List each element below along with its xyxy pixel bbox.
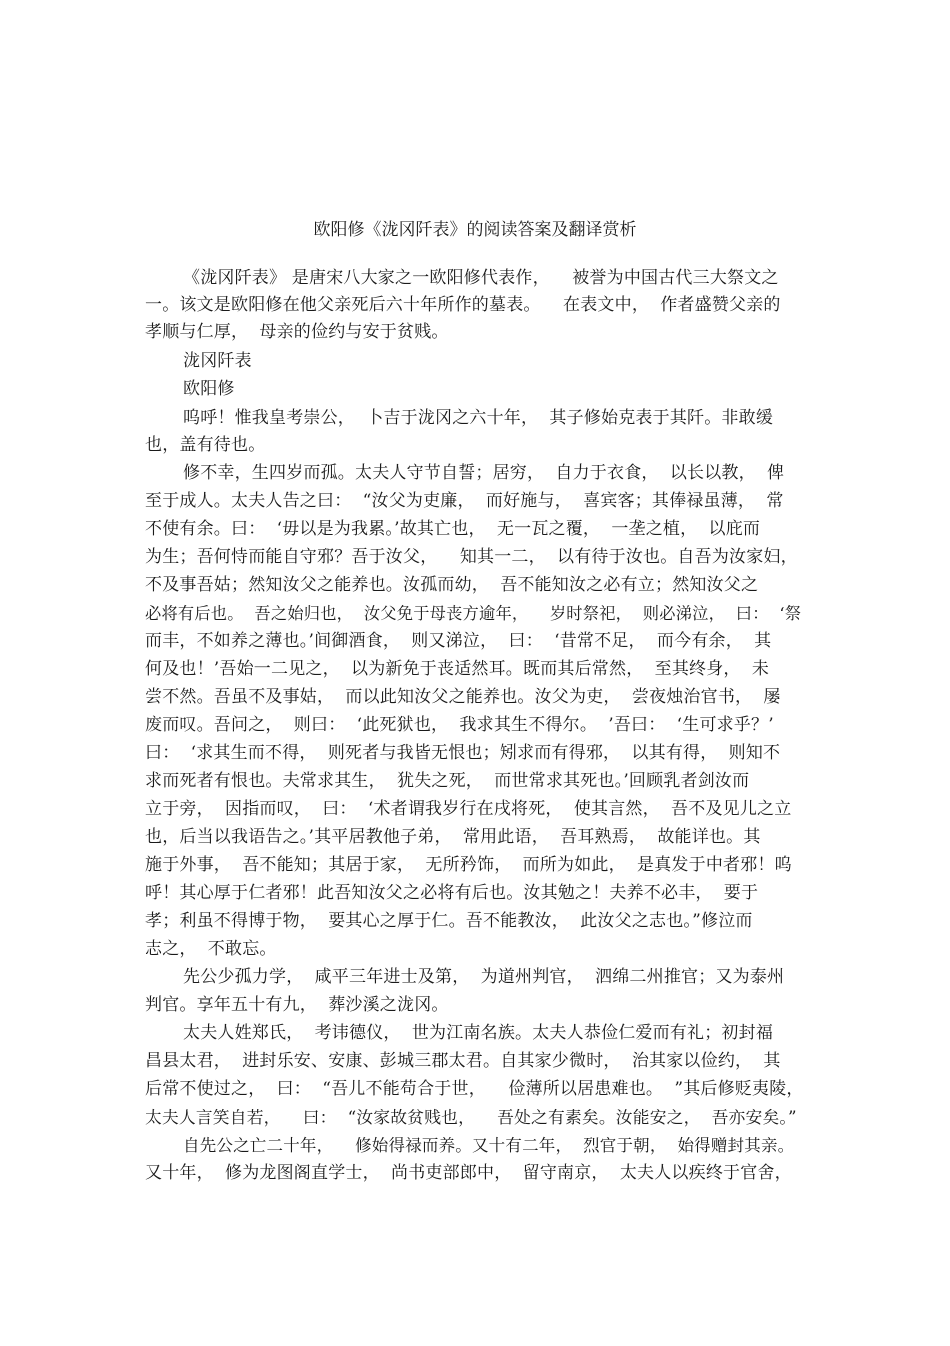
text-line: 至于成人。太夫人告之曰： “汝父为吏廉， 而好施与， 喜宾客；其俸禄虽薄， 常 [145,491,784,511]
text-line: 后常不使过之， 曰： “吾儿不能苟合于世， 俭薄所以居患难也。 ”其后修贬夷陵， [145,1079,804,1099]
text-line: 尝不然。吾虽不及事姑， 而以此知汝父之能养也。汝父为吏， 尝夜烛治官书， 屡 [145,687,781,707]
text-line: 呼！其心厚于仁者邪！此吾知汝父之必将有后也。汝其勉之！夫养不必丰， 要于 [145,883,759,903]
text-line: 也，盖有待也。 [145,435,266,455]
text-line: 先公少孤力学， 咸平三年进士及第， 为道州判官， 泗绵二州推官；又为泰州 [183,967,785,987]
text-line: 欧阳修 [183,379,235,399]
text-line: 泷冈阡表 [183,351,252,371]
text-line: 为生；吾何恃而能自守邪？吾于汝父， 知其一二， 以有待于汝也。自吾为汝家妇， [145,547,798,567]
text-line: 太夫人姓郑氏， 考讳德仪， 世为江南名族。太夫人恭俭仁爱而有礼；初封福 [183,1023,774,1043]
text-line: 求而死者有恨也。夫常求其生， 犹失之死， 而世常求其死也。’回顾乳者剑汝而 [145,771,750,791]
text-line: 志之， 不敢忘。 [145,939,277,959]
document-title: 欧阳修《泷冈阡表》的阅读答案及翻译赏析 [313,220,637,240]
text-line: 又十年， 修为龙图阁直学士， 尚书吏部郎中， 留守南京， 太夫人以疾终于官舍， [145,1163,792,1183]
text-line: 判官。享年五十有九， 葬沙溪之泷冈。 [145,995,449,1015]
text-line: 而丰，不如养之薄也。’间御酒食， 则又涕泣， 曰： ‘昔常不足， 而今有余， 其 [145,631,772,651]
text-line: 何及也！’吾始一二见之， 以为新免于丧适然耳。既而其后常然， 至其终身， 未 [145,659,770,679]
text-line: 昌县太君， 进封乐安、安康、彭城三郡太君。自其家少微时， 治其家以俭约， 其 [145,1051,781,1071]
text-line: 曰： ‘求其生而不得， 则死者与我皆无恨也；矧求而有得邪， 以其有得， 则知不 [145,743,781,763]
text-line: 孝顺与仁厚， 母亲的俭约与安于贫贱。 [145,322,449,342]
text-line: 呜呼！惟我皇考崇公， 卜吉于泷冈之六十年， 其子修始克表于其阡。非敢缓 [183,408,774,428]
text-line: 一。该文是欧阳修在他父亲死后六十年所作的墓表。 在表文中， 作者盛赞父亲的 [145,295,781,315]
text-line: 废而叹。吾问之， 则曰： ‘此死狱也， 我求其生不得尔。 ’吾曰： ‘生可求乎？’ [145,715,774,735]
text-line: 修不幸，生四岁而孤。太夫人守节自誓；居穷， 自力于衣食， 以长以教， 俾 [183,463,785,483]
text-line: 施于外事， 吾不能知；其居于家， 无所矜饰， 而所为如此， 是真发于中者邪！呜 [145,855,792,875]
text-line: 立于旁， 因指而叹， 曰： ‘术者谓我岁行在戌将死， 使其言然， 吾不及见儿之立 [145,799,792,819]
text-line: 必将有后也。 吾之始归也， 汝父免于母丧方逾年， 岁时祭祀， 则必涕泣， 曰： ‘祭 [145,604,802,623]
text-line: 孝；利虽不得博于物， 要其心之厚于仁。吾不能教汝， 此汝父之志也。”修泣而 [145,911,753,931]
text-line: 不及事吾姑；然知汝父之能养也。汝孤而幼， 吾不能知汝之必有立；然知汝父之 [145,575,759,595]
text-line: 《泷冈阡表》 是唐宋八大家之一欧阳修代表作， 被誉为中国古代三大祭文之 [183,268,779,288]
text-line: 不使有余。曰： ‘毋以是为我累。’故其亡也， 无一瓦之覆， 一垄之植， 以庇而 [145,519,761,539]
text-line: 也，后当以我语告之。’其平居教他子弟， 常用此语， 吾耳熟焉， 故能详也。其 [145,827,761,847]
text-line: 太夫人言笑自若， 曰： “汝家故贫贱也， 吾处之有素矣。汝能安之， 吾亦安矣。” [145,1107,797,1127]
text-line: 自先公之亡二十年， 修始得禄而养。又十有二年， 烈官于朝， 始得赠封其亲。 [183,1136,795,1155]
